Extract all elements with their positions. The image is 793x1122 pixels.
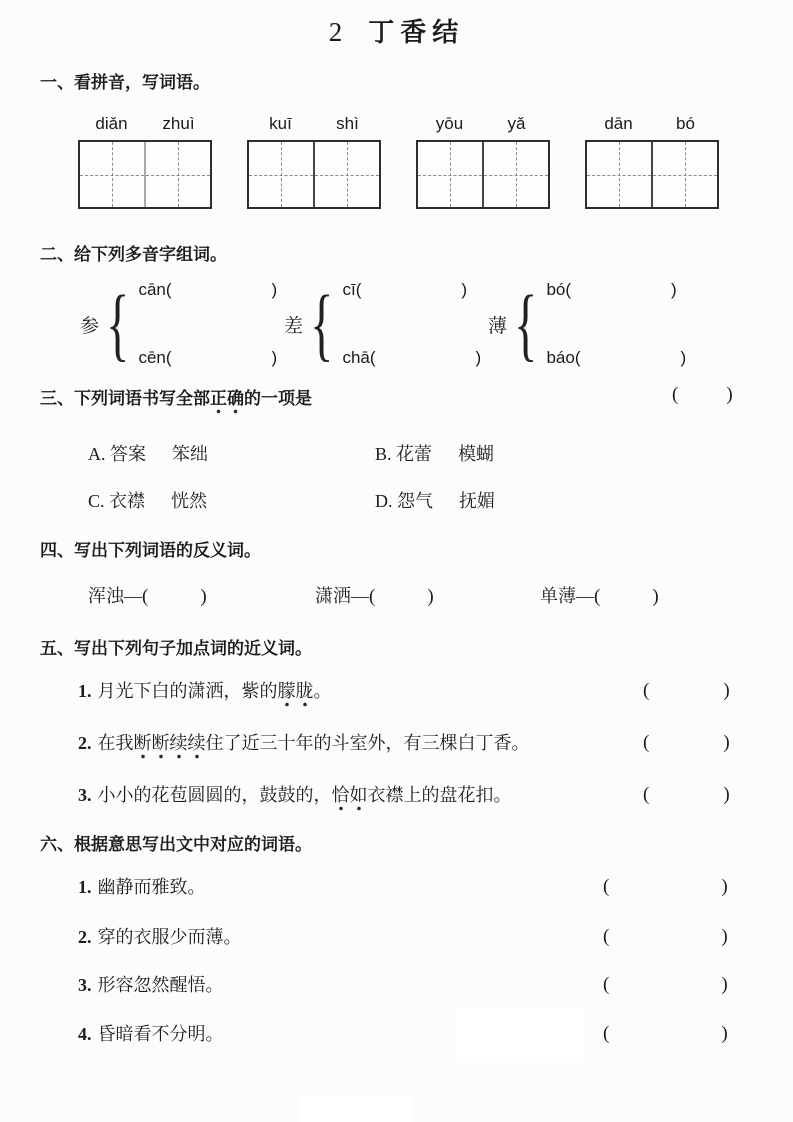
writing-cell[interactable] — [587, 142, 653, 207]
open-paren: ( — [643, 732, 650, 753]
heading-text: 的一项是 — [244, 389, 312, 408]
item-number: 2. — [78, 733, 92, 753]
section-1-heading: 一、看拼音，写词语。 — [40, 73, 210, 92]
sentence-item — [0, 730, 793, 756]
sentence-item — [0, 678, 793, 704]
pinyin-grid-group — [416, 114, 550, 209]
antonym-item — [315, 582, 540, 608]
source-word: 浑浊 — [88, 586, 124, 606]
options-row — [88, 440, 662, 466]
answer-blank[interactable] — [142, 586, 207, 607]
open-paren: ( — [603, 1023, 610, 1044]
emphasized-word: 断断续续 — [134, 733, 206, 759]
open-paren: ( — [603, 876, 610, 897]
option-d[interactable] — [375, 487, 662, 513]
definition-item — [0, 924, 793, 950]
pinyin-grid-group — [585, 114, 719, 209]
option-b[interactable] — [375, 440, 662, 466]
pinyin-syllable: diǎn — [95, 114, 128, 133]
readings-column — [544, 280, 686, 368]
dash: — — [351, 586, 369, 606]
antonym-item — [88, 582, 315, 608]
pinyin-grid-group — [247, 114, 381, 209]
answer-blank[interactable] — [369, 586, 434, 607]
option-word: 恍然 — [171, 491, 208, 511]
reading-row — [138, 348, 277, 368]
close-paren: ) — [671, 280, 677, 299]
answer-blank[interactable] — [594, 586, 659, 607]
definition-text: 幽静而雅致。 — [97, 877, 206, 897]
close-paren: ) — [721, 974, 728, 995]
section-3-heading — [40, 384, 312, 409]
close-paren: ) — [200, 586, 207, 607]
definition-text: 穿的衣服少而薄。 — [97, 927, 242, 947]
pinyin-reading: báo( — [546, 348, 581, 367]
open-paren: ( — [594, 586, 601, 607]
definition-text: 形容忽然醒悟。 — [97, 975, 224, 995]
close-paren: ) — [271, 280, 278, 299]
writing-cell[interactable] — [80, 142, 146, 207]
section-6-heading: 六、根据意思写出文中对应的词语。 — [40, 835, 312, 854]
section-3-heading-row — [0, 384, 793, 414]
item-number: 1. — [78, 877, 92, 897]
answer-blank[interactable] — [603, 874, 728, 900]
polyphone-groups — [80, 278, 687, 369]
pinyin-grid-group — [78, 114, 212, 209]
writing-cell[interactable] — [146, 142, 210, 207]
open-paren: ( — [643, 784, 650, 805]
scan-artifact — [302, 1095, 412, 1122]
reading-row — [546, 280, 686, 300]
option-word: 答案 — [110, 444, 146, 464]
close-paren: ) — [721, 1023, 728, 1044]
close-paren: ) — [723, 680, 730, 701]
option-word: 怨气 — [397, 491, 433, 511]
pinyin-syllable: zhuì — [162, 114, 195, 133]
section-2-heading: 二、给下列多音字组词。 — [40, 245, 227, 264]
emphasized-word: 朦胧 — [278, 681, 314, 707]
sentence-text: 。 — [313, 681, 332, 701]
polyphone-character: 差 — [284, 315, 304, 337]
antonym-row — [88, 582, 659, 608]
close-paren: ) — [723, 732, 730, 753]
close-paren: ) — [680, 348, 687, 367]
pinyin-labels — [416, 114, 550, 140]
item-number: 4. — [78, 1024, 92, 1044]
close-paren: ) — [271, 348, 278, 367]
writing-cell[interactable] — [418, 142, 484, 207]
pinyin-labels — [78, 114, 212, 140]
reading-row — [342, 280, 481, 300]
open-paren: ( — [603, 926, 610, 947]
options-row — [88, 487, 662, 513]
antonym-item — [540, 582, 659, 608]
answer-blank[interactable] — [603, 972, 728, 998]
option-word: 衣襟 — [109, 491, 146, 511]
page-title — [0, 12, 793, 49]
writing-cell[interactable] — [315, 142, 379, 207]
close-paren: ) — [723, 784, 730, 805]
pinyin-reading: cēn( — [138, 348, 172, 367]
option-label: B. — [375, 444, 392, 464]
open-paren: ( — [643, 680, 650, 701]
option-label: D. — [375, 491, 393, 511]
sentence-text: 小小的花苞圆圆的，鼓鼓的， — [97, 785, 332, 805]
option-label: A. — [88, 444, 106, 464]
brace-icon: { — [310, 278, 334, 369]
answer-blank[interactable] — [603, 1021, 728, 1047]
close-paren: ) — [652, 586, 659, 607]
dash: — — [124, 586, 142, 606]
option-c[interactable] — [88, 487, 375, 513]
option-label: C. — [88, 491, 105, 511]
open-paren: ( — [603, 974, 610, 995]
close-paren: ) — [726, 384, 733, 405]
sentence-text: 在我 — [97, 733, 134, 753]
pinyin-labels — [585, 114, 719, 140]
close-paren: ) — [721, 926, 728, 947]
polyphone-character: 薄 — [488, 315, 508, 337]
source-word: 潇洒 — [315, 586, 351, 606]
polyphone-character: 参 — [80, 315, 100, 337]
pinyin-syllable: yǎ — [507, 114, 526, 133]
reading-row — [138, 280, 277, 300]
close-paren: ) — [461, 280, 468, 299]
scan-artifact — [455, 1008, 585, 1063]
answer-blank[interactable] — [603, 924, 728, 950]
item-number: 2. — [78, 927, 92, 947]
heading-text: 三、下列词语书写全部 — [40, 389, 210, 408]
pinyin-reading: chā( — [342, 348, 376, 367]
open-paren: ( — [142, 586, 149, 607]
pinyin-reading: cī( — [342, 280, 362, 299]
lesson-title: 丁香结 — [368, 17, 465, 47]
readings-column — [136, 280, 277, 368]
source-word: 单薄 — [540, 586, 576, 606]
reading-row — [342, 348, 481, 368]
pinyin-reading: cān( — [138, 280, 172, 299]
answer-blank[interactable] — [643, 730, 730, 756]
open-paren: ( — [672, 384, 679, 405]
pinyin-reading: bó( — [546, 280, 572, 299]
option-a[interactable] — [88, 440, 375, 466]
open-paren: ( — [369, 586, 376, 607]
dash: — — [576, 586, 594, 606]
answer-blank[interactable] — [672, 384, 733, 406]
definition-text: 昏暗看不分明。 — [97, 1024, 224, 1044]
close-paren: ) — [721, 876, 728, 897]
writing-cell[interactable] — [249, 142, 315, 207]
option-word: 模蝴 — [458, 444, 495, 464]
item-number: 3. — [78, 785, 92, 805]
sentence-item — [0, 782, 793, 808]
lesson-number: 2 — [328, 17, 343, 47]
item-number: 3. — [78, 975, 92, 995]
section-5-heading: 五、写出下列句子加点词的近义词。 — [40, 639, 312, 658]
heading-emphasized-word: 正确 — [210, 389, 244, 414]
pinyin-syllable: dān — [604, 114, 633, 133]
writing-box — [416, 140, 550, 209]
writing-box — [585, 140, 719, 209]
polyphone-group — [80, 278, 278, 369]
writing-cell[interactable] — [653, 142, 717, 207]
pinyin-labels — [247, 114, 381, 140]
readings-column — [340, 280, 481, 368]
answer-blank[interactable] — [643, 782, 730, 808]
pinyin-writing-grids — [78, 114, 719, 209]
emphasized-word: 恰如 — [332, 785, 368, 811]
writing-box — [247, 140, 381, 209]
writing-cell[interactable] — [484, 142, 548, 207]
pinyin-syllable: kuī — [269, 114, 292, 133]
close-paren: ) — [475, 348, 482, 367]
pinyin-syllable: shì — [336, 114, 359, 133]
definition-item — [0, 1021, 793, 1047]
definition-item — [0, 874, 793, 900]
answer-blank[interactable] — [643, 678, 730, 704]
polyphone-group — [488, 278, 687, 369]
item-number: 1. — [78, 681, 92, 701]
section-4-heading: 四、写出下列词语的反义词。 — [40, 541, 261, 560]
sentence-text: 住了近三十年的斗室外，有三棵白丁香。 — [205, 733, 530, 753]
sentence-text: 月光下白的潇洒，紫的 — [97, 681, 278, 701]
definition-item — [0, 972, 793, 998]
option-word: 抚媚 — [459, 491, 495, 511]
pinyin-syllable: bó — [676, 114, 695, 133]
close-paren: ) — [427, 586, 434, 607]
writing-box — [78, 140, 212, 209]
polyphone-group — [284, 278, 482, 369]
brace-icon: { — [514, 278, 538, 369]
option-word: 花蕾 — [396, 444, 433, 464]
sentence-text: 衣襟上的盘花扣。 — [367, 785, 512, 805]
reading-row — [546, 348, 686, 368]
option-word: 笨绌 — [172, 444, 208, 464]
pinyin-syllable: yōu — [435, 114, 464, 133]
brace-icon: { — [106, 278, 130, 369]
